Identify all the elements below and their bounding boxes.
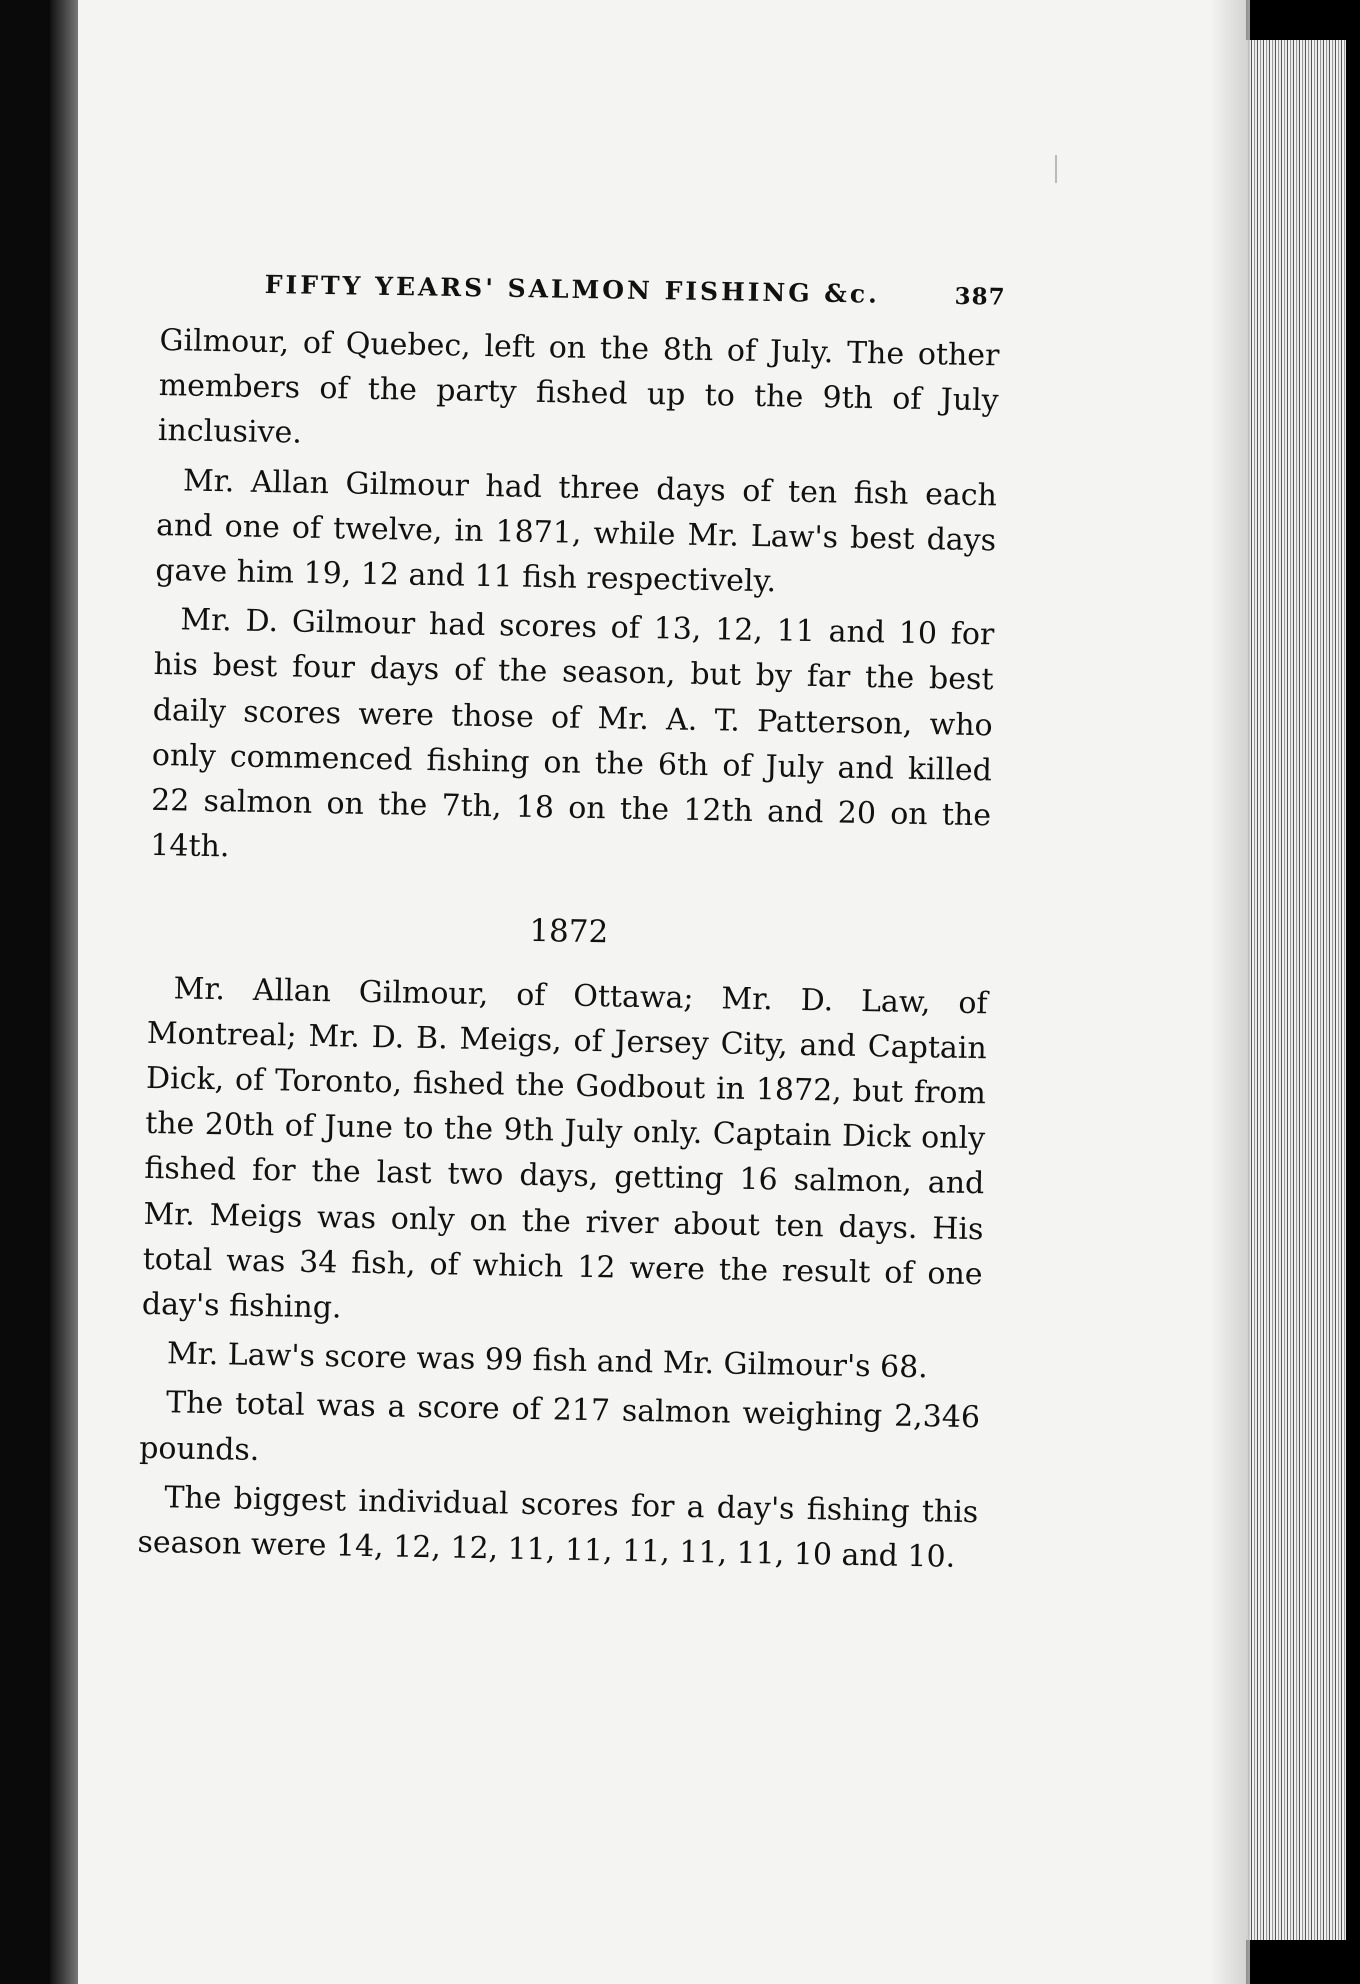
paragraph: The biggest individual scores for a day's fishing this season were 14, 12, 12, 11, 11, 11, 11, 11, 10 and 10. [137, 1480, 979, 1575]
book-spine-shadow [50, 0, 78, 1984]
paragraph: Mr. D. Gilmour had scores of 13, 12, 11 and 10 for his best four days of the season, but by far the best daily scores were those of Mr. A. T. Patterson, who only commenced fishing on the 6th of July and killed 22 salmon on the 7th, 18 on the 12th and 20 on the 14th. [150, 602, 995, 865]
paragraph: The total was a score of 217 salmon weighing 2,346 pounds. [138, 1385, 981, 1468]
section-heading-year: 1872 [529, 913, 609, 951]
paragraph: Mr. Allan Gilmour had three days of ten fish each and one of twelve, in 1871, while Mr. Law's best days gave him 19, 12 and 11 fish respectively. [155, 463, 998, 600]
paragraph: Mr. Law's score was 99 fish and Mr. Gilmour's 68. [166, 1336, 929, 1386]
page-edge-shading [1210, 0, 1250, 1984]
paragraph-continued: Gilmour, of Quebec, left on the 8th of July. The other members of the party fished up to the 9th of July inclusive. [157, 322, 1000, 452]
running-head-title: FIFTY YEARS' SALMON FISHING &c. [264, 270, 881, 309]
paragraph: Mr. Allan Gilmour, of Ottawa; Mr. D. Law, of Montreal; Mr. D. B. Meigs, of Jersey City, and Captain Dick, of Toronto, fished the Godbout in 1872, but from the 20th of June to the 9th July only. Captain Dick only fished for the last two days, getting 16 salmon, and Mr. Meigs was only on the river about ten days. His total was 34 fish, of which 12 were the result of one day's fishing. [141, 971, 988, 1326]
scan-speck [1055, 155, 1057, 183]
page-stack-edges [1246, 40, 1346, 1940]
body-text [137, 318, 1000, 1584]
page-number: 387 [954, 282, 1006, 311]
